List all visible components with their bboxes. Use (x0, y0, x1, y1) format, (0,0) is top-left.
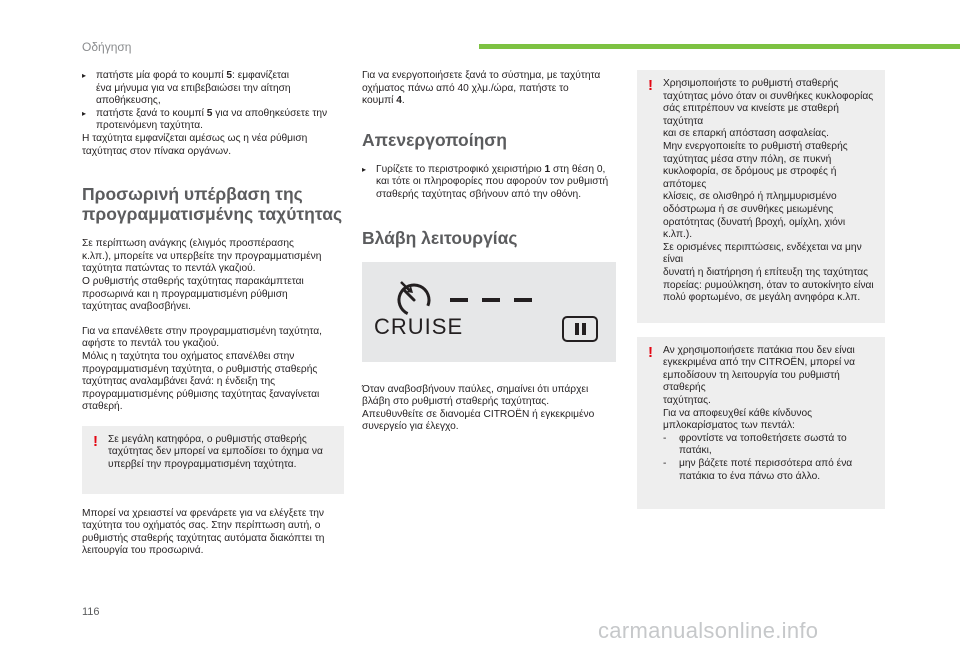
warning-exclamation-icon: ! (648, 77, 653, 94)
column-middle (362, 70, 618, 446)
section-heading: Προσωρινή υπέρβαση της προγραμματισμένης ταχύτητας (82, 184, 343, 225)
paragraph: Μπορεί να χρειαστεί να φρενάρετε για να ελέγξετε την ταχύτητα του οχήματός σας. Στην περίπτωση αυτή, ο ρυθμιστής σταθερής ταχύτητας αυτόματα διακόπτει τη λειτουργία του προσωρινά. (82, 507, 325, 557)
warning-note: ! Χρησιμοποιήστε το ρυθμιστή σταθερής ταχύτητας μόνο όταν οι συνθήκες κυκλοφορίας σάς επιτρέπουν να κινείστε με σταθερή ταχύτητα και σε επαρκή απόσταση ασφαλείας. Μην ενεργοποιείτε το ρυθμιστή σταθερής ταχύτητας μέσα στην πόλη, σε πυκνή κυκλοφορία, σε δρόμους με στροφές ή απότομες κλίσεις, σε ολισθηρό ή πλημμυρισμένο οδόστρωμα ή σε συνθήκες μειωμένης ορατότητας (δυνατή βροχή, ομίχλη, χιόνι κ.λπ.). Σε ορισμένες περιπτώσεις, ενδέχεται να μην είναι δυνατή η διατήρηση ή επίτευξη της ταχύτητας πορείας: ρυμούλκηση, όταν το αυτοκίνητο είναι πολύ φορτωμένο, σε μεγάλη ανηφόρα κ.λπ. (637, 70, 885, 323)
bullet-item: ▸ Γυρίζετε το περιστροφικό χειριστήριο 1 στη θέση 0, και τότε οι πληροφορίες που αφορούν τον ρυθμιστή σταθερής ταχύτητας σβήνουν από την οθόνη. (362, 163, 609, 200)
bullet-list (82, 70, 344, 158)
section-heading: Βλάβη λειτουργίας (362, 227, 518, 248)
warning-note: ! Σε μεγάλη κατηφόρα, ο ρυθμιστής σταθερής ταχύτητας δεν μπορεί να εμποδίσει το όχημα να υπερβεί την προγραμματισμένη ταχύτητα. (82, 426, 344, 494)
column-right (637, 70, 885, 509)
page-number: 116 (82, 606, 100, 618)
warning-exclamation-icon: ! (648, 343, 653, 361)
cruise-display-illustration (362, 262, 616, 362)
bullet-item: ▸ πατήστε μία φορά το κουμπί 5: εμφανίζεται ένα μήνυμα για να επιβεβαιώσει την αίτηση αποθήκευσης, (82, 70, 291, 107)
warning-exclamation-icon: ! (93, 432, 98, 450)
section-title: Οδήγηση (82, 40, 132, 54)
cruise-label: CRUISE (374, 313, 464, 339)
paragraph: Για να ενεργοποιήσετε ξανά το σύστημα, με ταχύτητα οχήματος πάνω από 40 χλμ./ώρα, πατήστε το κουμπί 4. (362, 70, 601, 107)
dash-list-item: - φροντίστε να τοποθετήσετε σωστά το πατάκι, (663, 432, 847, 457)
section-accent-bar (479, 44, 960, 49)
paragraph: Όταν αναβοσβήνουν παύλες, σημαίνει ότι υπάρχει βλάβη στο ρυθμιστή σταθερής ταχύτητας. Απευθυνθείτε σε διανομέα CITROËN ή εγκεκριμένο συνεργείο για έλεγχο. (362, 383, 595, 433)
watermark-text: carmanualsonline.info (598, 618, 819, 643)
warning-note: ! Αν χρησιμοποιήσετε πατάκια που δεν είναι εγκεκριμένα από την CITROËN, μπορεί να εμποδίσουν τη λειτουργία του ρυθμιστή σταθερής ταχύτητας. Για να αποφευχθεί κάθε κίνδυνος μπλοκαρίσματος των πεντάλ: - φροντίστε να τοποθετήσετε σωστά το πατάκι, - μην βάζετε ποτέ περισσότερα από ένα πατάκια το ένα πάνω στο άλλο. (637, 337, 885, 510)
bullet-item: ▸ πατήστε ξανά το κουμπί 5 για να αποθηκεύσετε την προτεινόμενη ταχύτητα. (82, 107, 328, 132)
dash-list-item: - μην βάζετε ποτέ περισσότερα από ένα πατάκια το ένα πάνω στο άλλο. (663, 458, 853, 482)
paragraph: Για να επανέλθετε στην προγραμματισμένη ταχύτητα, αφήστε το πεντάλ του γκαζιού. Μόλις η ταχύτητα του οχήματος επανέλθει στην προγραμματισμένη ταχύτητα, ο ρυθμιστής σταθερής ταχύτητας αναλαμβάνει ξανά: η ένδειξη της προγραμματισμένης ρύθμισης ταχύτητας ξαναγίνεται σταθερή. (82, 325, 322, 413)
paragraph: Η ταχύτητα εμφανίζεται αμέσως ως η νέα ρύθμιση ταχύτητας στον πίνακα οργάνων. (82, 132, 308, 157)
pause-icon (562, 316, 598, 342)
arrow-bullet-icon: ▸ (362, 164, 367, 174)
arrow-bullet-icon: ▸ (82, 108, 87, 118)
speedometer-icon (362, 262, 616, 362)
paragraph: Σε περίπτωση ανάγκης (ελιγμός προσπέρασης κ.λπ.), μπορείτε να υπερβείτε την προγραμματισμένη ταχύτητα πατώντας το πεντάλ γκαζιού. Ο ρυθμιστής σταθερής ταχύτητας παρακάμπτεται προσωρινά και η προγραμματισμένη ρύθμιση ταχύτητας αναβοσβήνει. (82, 238, 322, 313)
section-heading: Απενεργοποίηση (362, 129, 507, 150)
arrow-bullet-icon: ▸ (82, 71, 87, 80)
column-left (82, 70, 344, 570)
